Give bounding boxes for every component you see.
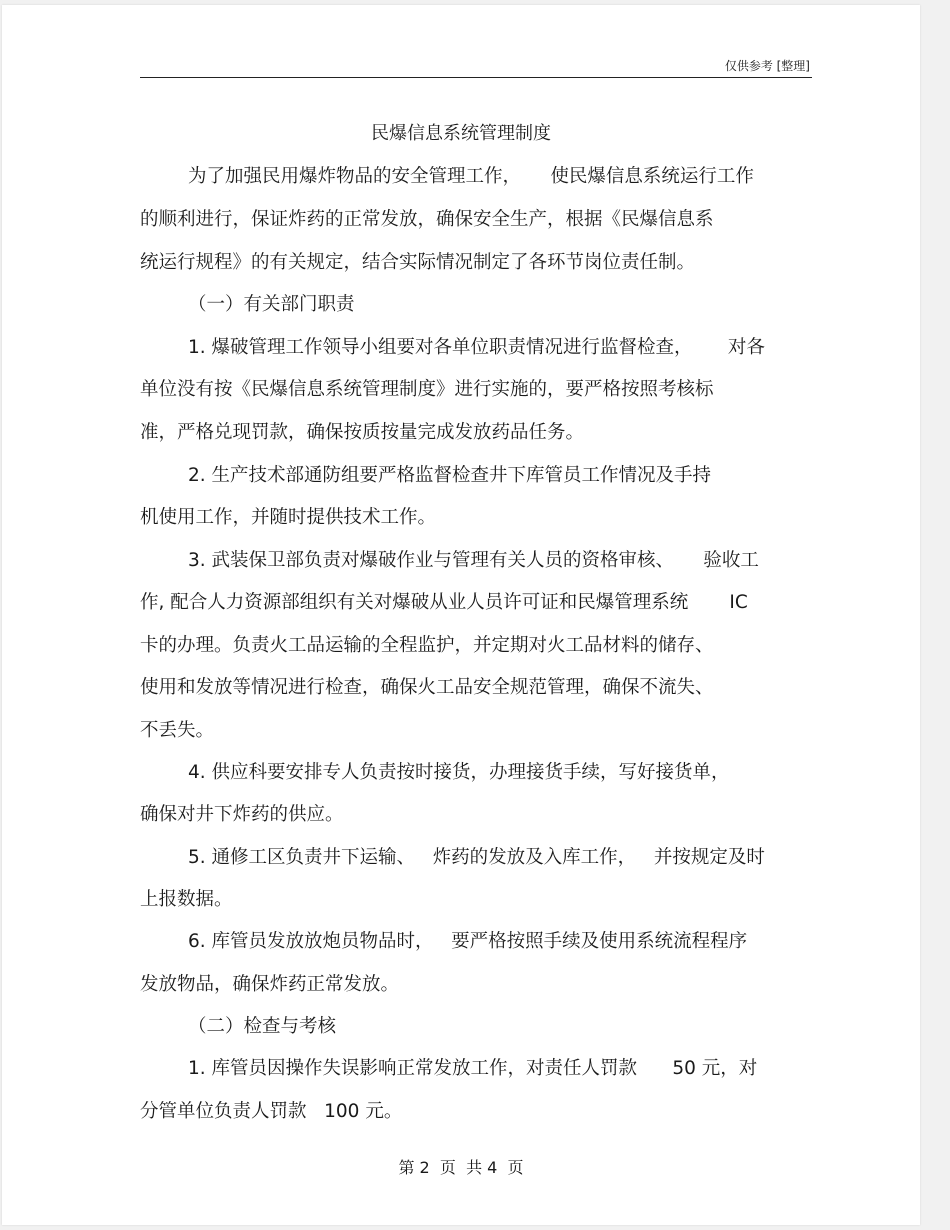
paragraph-line: 的顺利进行，保证炸药的正常发放，确保安全生产，根据《民爆信息系: [140, 209, 714, 230]
section-heading: （一）有关部门职责: [188, 294, 355, 315]
paragraph-line: 统运行规程》的有关规定，结合实际情况制定了各环节岗位责任制。: [140, 252, 696, 273]
page-number: 第 2 页 共 4 页: [398, 1158, 524, 1177]
paragraph-line: 准，严格兑现罚款，确保按质按量完成发放药品任务。: [140, 422, 585, 443]
paragraph-line: 作, 配合人力资源部组织有关对爆破从业人员许可证和民爆管理系统 IC: [140, 592, 748, 613]
paragraph-line: 5. 通修工区负责井下运输、 炸药的发放及入库工作， 并按规定及时: [188, 847, 765, 868]
paragraph-line: 1. 库管员因操作失误影响正常发放工作，对责任人罚款 50 元，对: [188, 1058, 758, 1079]
header-note: 仅供参考 [整理]: [724, 59, 810, 73]
paragraph-line: 单位没有按《民爆信息系统管理制度》进行实施的，要严格按照考核标: [140, 379, 714, 400]
section-heading: （二）检查与考核: [188, 1016, 337, 1037]
paragraph-line: 卡的办理。负责火工品运输的全程监护，并定期对火工品材料的储存、: [140, 635, 714, 656]
document-page: [2, 5, 920, 1225]
paragraph-line: 为了加强民用爆炸物品的安全管理工作， 使民爆信息系统运行工作: [188, 166, 754, 187]
paragraph-line: 6. 库管员发放放炮员物品时， 要严格按照手续及使用系统流程程序: [188, 931, 748, 952]
paragraph-line: 机使用工作，并随时提供技术工作。: [140, 507, 437, 528]
paragraph-line: 3. 武装保卫部负责对爆破作业与管理有关人员的资格审核、 验收工: [188, 550, 759, 571]
paragraph-line: 发放物品，确保炸药正常发放。: [140, 974, 400, 995]
paragraph-line: 上报数据。: [140, 889, 233, 910]
paragraph-line: 4. 供应科要安排专人负责按时接货，办理接货手续，写好接货单，: [188, 762, 730, 783]
paragraph-line: 确保对井下炸药的供应。: [140, 804, 344, 825]
paragraph-line: 分管单位负责人罚款 100 元。: [140, 1101, 403, 1122]
paragraph-line: 不丢失。: [140, 720, 215, 741]
paragraph-line: 1. 爆破管理工作领导小组要对各单位职责情况进行监督检查， 对各: [188, 337, 765, 358]
header-divider: [140, 77, 812, 78]
paragraph-line: 2. 生产技术部通防组要严格监督检查井下库管员工作情况及手持: [188, 465, 712, 486]
paragraph-line: 使用和发放等情况进行检查，确保火工品安全规范管理，确保不流失、: [140, 677, 714, 698]
document-title: 民爆信息系统管理制度: [371, 123, 551, 144]
